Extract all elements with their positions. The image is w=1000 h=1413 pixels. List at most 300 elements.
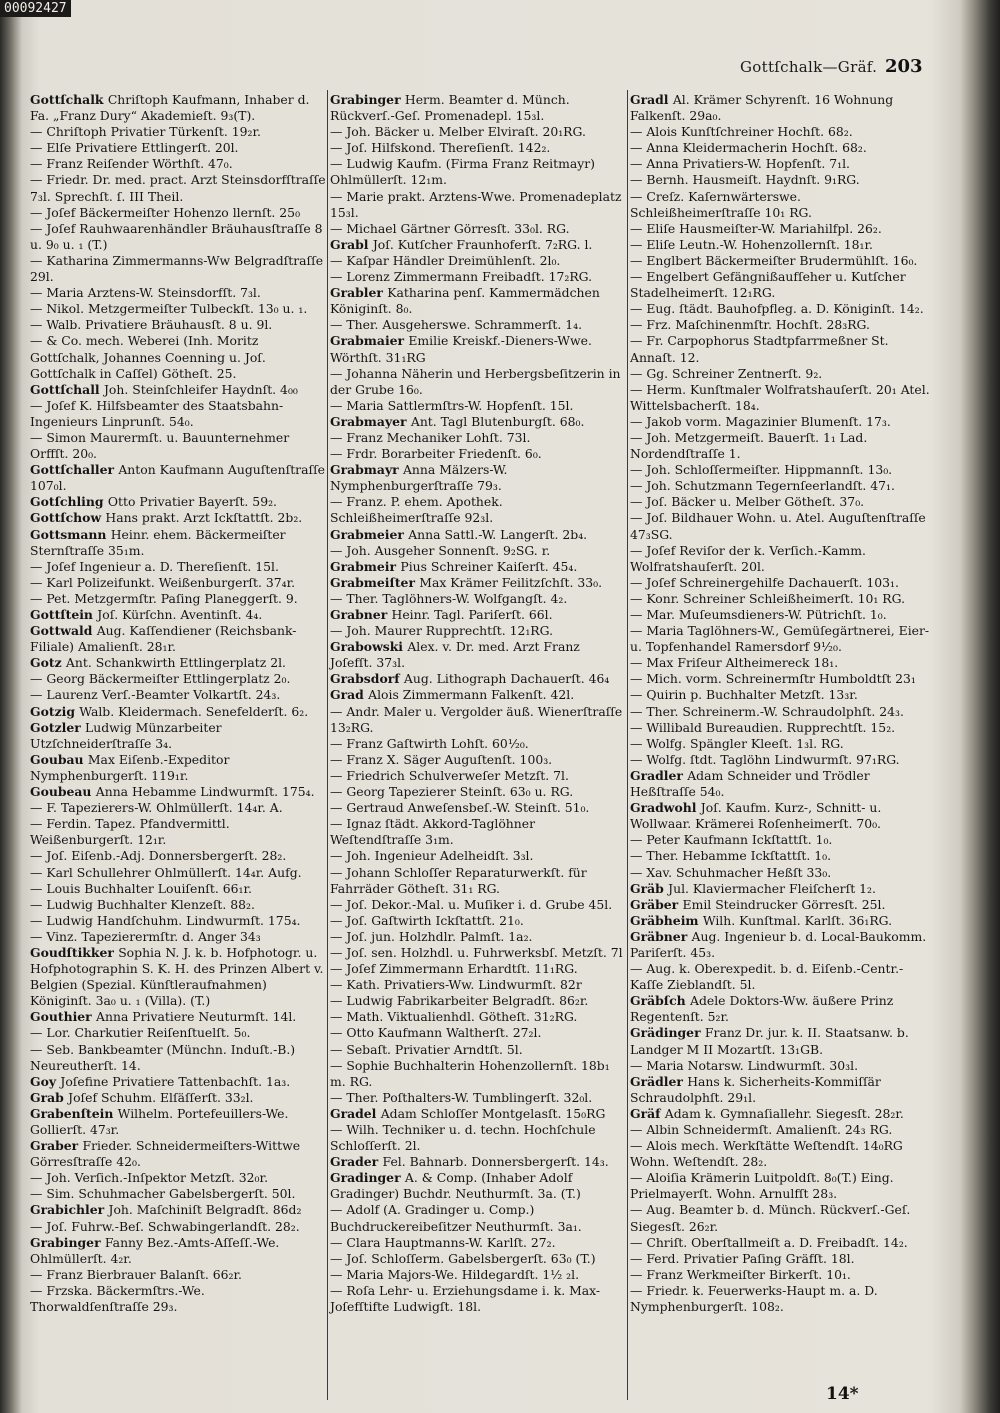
entry-text: Franz Mechaniker Lohſt. 73l. <box>346 429 531 445</box>
entry-text: Adam k. Gymnaſiallehr. Siegesſt. 28₂r. <box>664 1105 904 1121</box>
directory-entry <box>30 124 326 140</box>
entry-text: Joh. Steinſchleifer Haydnſt. 4₀₀ <box>103 381 298 397</box>
directory-entry <box>30 221 326 253</box>
directory-entry <box>630 317 930 333</box>
entry-surname: — <box>630 671 647 687</box>
entry-surname: Gräbſch <box>630 993 690 1009</box>
entry-text: Sophia N. J. k. b. Hofphotogr. u. Hofphotographin S. K. H. des Prinzen Albert v. Belgien (Spezial. Künſtleraufnahmen) Königinſt. 3a₀ u. ₁ (Villa). (T.) <box>30 944 324 1009</box>
entry-surname: — <box>630 124 647 140</box>
entry-text: Eug. ſtädt. Bauhofpfleg. a. D. Königinſt. 14₂. <box>646 301 924 317</box>
directory-entry <box>30 205 326 221</box>
entry-surname: — <box>30 140 47 156</box>
entry-surname: Gradl <box>630 92 673 107</box>
directory-entry <box>30 462 326 494</box>
entry-surname: — <box>630 381 647 397</box>
directory-entry <box>30 929 326 945</box>
entry-surname: Grabler <box>330 285 388 301</box>
directory-entry <box>330 269 626 285</box>
directory-entry <box>630 913 930 929</box>
directory-entry <box>330 687 626 703</box>
entry-surname: — <box>30 1186 47 1202</box>
entry-surname: — <box>630 1122 647 1137</box>
entry-text: F. Tapezierers-W. Ohlmüllerſt. 14₄r. A. <box>46 800 283 816</box>
entry-surname: — <box>30 285 47 301</box>
entry-text: Joſ. Bäcker u. Melber Götheſt. 37₀. <box>646 494 865 510</box>
entry-text: Michael Gärtner Görresſt. 33₀l. RG. <box>346 220 570 236</box>
directory-entry <box>330 961 626 977</box>
directory-entry <box>30 494 326 510</box>
directory-entry <box>330 575 626 591</box>
entry-surname: — <box>630 510 647 526</box>
entry-surname: — <box>330 156 347 172</box>
entry-surname: — <box>330 140 347 156</box>
entry-surname: Goubeau <box>30 784 96 800</box>
entry-surname: — <box>630 333 647 349</box>
entry-text: Franz Reiſender Wörthſt. 47₀. <box>46 156 233 172</box>
entry-surname: — <box>330 912 347 928</box>
directory-entry <box>30 704 326 720</box>
entry-surname: — <box>630 961 647 977</box>
directory-entry <box>330 768 626 784</box>
entry-surname: — <box>30 397 47 413</box>
entry-surname: Gouthier <box>30 1009 97 1025</box>
entry-surname: Grabichler <box>30 1202 109 1218</box>
entry-text: Sophie Buchhalterin Hohenzollernſt. 18b₁ m. RG. <box>330 1057 610 1089</box>
directory-entry <box>30 800 326 816</box>
entry-surname: — <box>30 1041 47 1057</box>
directory-entry <box>630 140 930 156</box>
directory-entry <box>330 752 626 768</box>
entry-text: Walb. Kleidermach. Senefelderſt. 6₂. <box>79 703 309 719</box>
entry-surname: — <box>330 1122 347 1137</box>
directory-entry <box>30 848 326 864</box>
column-divider <box>627 90 628 1400</box>
column-left <box>30 92 326 1315</box>
entry-text: Chriſtoph Privatier Türkenſt. 19₂r. <box>46 124 261 140</box>
entry-surname: — <box>630 1282 647 1298</box>
directory-entry <box>630 382 930 414</box>
entry-text: Joh. Verſich.-Inſpektor Metzſt. 32₀r. <box>46 1170 269 1186</box>
entry-text: Lor. Charkutier Reiſenſtuelſt. 5₀. <box>46 1025 251 1041</box>
entry-surname: Graber <box>30 1138 83 1154</box>
entry-text: Aug. Kaſſendiener (Reichsbank-Filiale) Amalienſt. 28₁r. <box>30 623 297 655</box>
entry-text: Franz Bierbrauer Balanſt. 66₂r. <box>46 1266 242 1282</box>
entry-surname: Gottſchalk <box>30 92 108 107</box>
entry-surname: — <box>30 896 47 912</box>
corner-id: 00092427 <box>0 0 71 17</box>
entry-surname: Gotz <box>30 655 66 671</box>
entry-text: Joſef Reviſor der k. Verſich.-Kamm. Wolfratshauſerſt. 20l. <box>630 542 866 574</box>
directory-entry <box>30 1090 326 1106</box>
entry-surname: — <box>330 1250 347 1266</box>
entry-surname: Gottſchow <box>30 510 106 526</box>
directory-entry <box>330 639 626 671</box>
directory-entry <box>630 768 930 800</box>
entry-surname: — <box>30 800 47 816</box>
entry-surname: Grabmeir <box>330 558 401 574</box>
entry-surname: Grabinger <box>30 1234 105 1250</box>
directory-entry <box>630 704 930 720</box>
entry-surname: — <box>330 944 347 960</box>
directory-entry <box>30 1186 326 1202</box>
entry-surname: — <box>630 494 647 510</box>
directory-entry <box>630 993 930 1025</box>
entry-surname: Gradinger <box>330 1170 405 1186</box>
entry-surname: — <box>330 542 347 558</box>
entry-text: Quirin p. Buchhalter Metzſt. 13₃r. <box>646 687 858 703</box>
entry-surname: — <box>330 1009 347 1025</box>
entry-surname: — <box>330 816 347 832</box>
directory-entry <box>630 655 930 671</box>
entry-text: Willibald Bureaudien. Rupprechtſt. 15₂. <box>646 719 896 735</box>
entry-text: Joh. Metzgermeiſt. Bauerſt. 1₁ Lad. Nordendſtraſſe 1. <box>630 429 868 462</box>
directory-entry <box>330 736 626 752</box>
entry-text: Alois Zimmermann Falkenſt. 42l. <box>368 687 575 703</box>
entry-text: Joſ. Gaſtwirth Ickſtattſt. 21₀. <box>346 912 524 928</box>
directory-entry <box>630 897 930 913</box>
directory-entry <box>330 527 626 543</box>
entry-surname: — <box>330 1202 347 1218</box>
entry-surname: — <box>30 880 47 896</box>
directory-entry <box>330 913 626 929</box>
entry-text: Nikol. Metzgermeiſter Tulbeckſt. 13₀ u. ₁. <box>46 301 308 317</box>
directory-entry <box>630 172 930 188</box>
entry-text: Mich. vorm. Schreinermſtr Humboldtſt 23₁ <box>646 671 916 687</box>
entry-text: Ignaz ſtädt. Akkord-Taglöhner Weſtendſtraſſe 3₁m. <box>330 816 536 848</box>
entry-surname: — <box>630 317 647 333</box>
entry-text: Clara Hauptmanns-W. Karlſt. 27₂. <box>346 1234 556 1250</box>
entry-text: Chriſtoph Kaufmann, Inhaber d. Fa. „Franz Dury“ Akademieſt. 9₃(T). <box>30 92 310 124</box>
entry-text: Ludwig Kaufm. (Firma Franz Reitmayr) Ohlmüllerſt. 12₁m. <box>330 156 596 188</box>
directory-entry <box>330 92 626 124</box>
entry-surname: — <box>30 1266 47 1282</box>
running-head: Gottſchalk—Gräf. <box>740 58 878 76</box>
entry-text: Joſefine Privatiere Tattenbachſt. 1a₃. <box>60 1073 291 1089</box>
entry-text: Pet. Metzgermſtr. Paſing Planeggerſt. 9. <box>46 590 298 606</box>
directory-entry <box>630 752 930 768</box>
directory-entry <box>630 543 930 575</box>
entry-surname: — <box>30 848 47 864</box>
entry-text: Simon Maurermſt. u. Bauunternehmer Orffſt. 20₀. <box>30 429 290 462</box>
entry-text: Elſe Privatiere Ettlingerſt. 20l. <box>46 140 239 156</box>
entry-text: Joſ. jun. Holzhdlr. Palmſt. 1a₂. <box>346 928 533 944</box>
entry-surname: — <box>330 220 347 236</box>
entry-surname: — <box>630 220 647 236</box>
entry-surname: — <box>330 397 347 413</box>
entry-text: Franz X. Säger Auguſtenſt. 100₃. <box>346 751 553 767</box>
entry-text: Anna Sattl.-W. Langerſt. 2b₄. <box>408 526 588 542</box>
entry-surname: Grädler <box>630 1073 688 1089</box>
entry-surname: — <box>630 462 647 478</box>
entry-text: Fr. Carpophorus Stadtpfarrmeßner St. Annaſt. 12. <box>630 333 889 365</box>
entry-text: Ludwig Münzarbeiter Utzſchneiderſtraſſe 3₄. <box>30 719 222 751</box>
entry-text: Friedr. Dr. med. pract. Arzt Steinsdorfſtraſſe 7₃l. Sprechſt. ſ. III Theil. <box>30 172 326 204</box>
entry-text: Albin Schneidermſt. Amalienſt. 24₃ RG. <box>646 1122 893 1137</box>
directory-entry <box>330 494 626 526</box>
entry-text: Aug. Beamter b. d. Münch. Rückverſ.-Geſ. Siegesſt. 26₂r. <box>630 1202 911 1234</box>
directory-entry <box>30 333 326 381</box>
entry-text: Ferdin. Tapez. Pfandvermittl. Weißenburgerſt. 12₁r. <box>30 816 230 848</box>
entry-surname: Gotzler <box>30 719 86 735</box>
directory-entry <box>630 1058 930 1074</box>
entry-text: Jul. Klaviermacher Fleiſcherſt 1₂. <box>668 880 876 896</box>
directory-entry <box>330 945 626 961</box>
entry-surname: — <box>330 800 347 816</box>
entry-surname: — <box>630 623 647 639</box>
entry-surname: — <box>630 1057 647 1073</box>
column-divider <box>327 90 328 1400</box>
directory-entry <box>630 333 930 365</box>
entry-text: Katharina Zimmermanns-Ww Belgradſtraſſe 29l. <box>30 252 324 285</box>
entry-surname: Gräber <box>630 896 683 912</box>
entry-surname: — <box>630 478 647 494</box>
entry-surname: — <box>30 252 47 268</box>
entry-surname: — <box>330 317 347 333</box>
directory-entry <box>330 333 626 365</box>
entry-surname: Gradler <box>630 767 688 783</box>
entry-text: Joſef Ingenieur a. D. Thereſienſt. 15l. <box>46 558 279 574</box>
directory-entry <box>330 1122 626 1154</box>
entry-text: Joſef Zimmermann Erhardtſt. 11₁RG. <box>346 961 578 977</box>
directory-entry <box>630 253 930 269</box>
entry-text: Anna Mälzers-W. Nymphenburgerſtraſſe 79₃. <box>330 462 508 494</box>
directory-entry <box>630 575 930 591</box>
entry-surname: — <box>30 333 47 349</box>
entry-text: Joſ. Kaufm. Kurz-, Schnitt- u. Wollwaar. Krämerei Roſenheimerſt. 70₀. <box>630 800 882 832</box>
entry-surname: — <box>330 977 347 993</box>
entry-surname: — <box>630 413 647 429</box>
entry-text: Herm. Kunſtmaler Wolfratshauſerſt. 20₁ Atel. Wittelsbacherſt. 18₄. <box>630 381 930 413</box>
directory-entry <box>630 414 930 430</box>
entry-text: Anna Privatiers-W. Hopfenſt. 7₁l. <box>646 156 850 172</box>
directory-entry <box>330 1009 626 1025</box>
entry-text: Joſef Rauhwaarenhändler Bräuhausſtraſſe 8 u. 9₀ u. ₁ (T.) <box>30 220 323 252</box>
entry-text: Joh. Maſchiniſt Belgradſt. 86d₂ <box>108 1202 302 1218</box>
entry-text: Vinz. Tapezierermſtr. d. Anger 34₃ <box>46 928 261 944</box>
entry-text: Otto Kaufmann Waltherſt. 27₂l. <box>346 1025 542 1041</box>
entry-surname: Goubau <box>30 751 88 767</box>
entry-surname: Grabner <box>330 607 392 622</box>
directory-entry <box>30 881 326 897</box>
entry-surname: Grabmayr <box>330 462 403 478</box>
entry-text: Maria Notarsw. Lindwurmſt. 30₃l. <box>646 1057 859 1073</box>
directory-entry <box>330 623 626 639</box>
entry-text: Adam Schneider und Trödler Heßſtraſſe 54₀. <box>630 767 870 800</box>
entry-text: Otto Privatier Bayerſt. 59₂. <box>107 494 277 510</box>
entry-surname: — <box>630 832 647 848</box>
entry-text: Frieder. Schneidermeiſters-Wittwe Görresſtraſſe 42₀. <box>30 1138 301 1170</box>
directory-entry <box>30 1267 326 1283</box>
entry-text: Chriſt. Oberſtallmeiſt a. D. Freibadſt. 14₂. <box>646 1234 908 1250</box>
entry-surname: — <box>330 188 347 204</box>
entry-text: Sim. Schuhmacher Gabelsbergerſt. 50l. <box>46 1186 296 1202</box>
directory-entry <box>330 559 626 575</box>
directory-entry <box>330 607 626 623</box>
entry-surname: Goy <box>30 1073 61 1089</box>
entry-surname: — <box>330 784 347 800</box>
directory-entry <box>330 1267 626 1283</box>
entry-text: Maria Arztens-W. Steinsdorfſt. 7₃l. <box>46 285 261 301</box>
entry-text: Seb. Bankbeamter (Münchn. Induſt.-B.) Neureutherſt. 14. <box>30 1041 296 1073</box>
entry-text: Louis Buchhalter Louiſenſt. 66₁r. <box>46 880 252 896</box>
entry-surname: — <box>330 590 347 606</box>
entry-text: Alex. v. Dr. med. Arzt Franz Joſefſt. 37₃l. <box>330 639 580 671</box>
directory-entry <box>330 398 626 414</box>
entry-surname: Gräbner <box>630 928 692 944</box>
directory-entry <box>30 720 326 752</box>
directory-entry <box>630 720 930 736</box>
directory-entry <box>630 221 930 237</box>
directory-entry <box>30 156 326 172</box>
entry-surname: — <box>330 1234 347 1250</box>
entry-surname: — <box>630 655 647 671</box>
column-middle <box>330 92 626 1315</box>
entry-surname: — <box>630 542 647 558</box>
directory-entry <box>330 430 626 446</box>
directory-entry <box>30 398 326 430</box>
entry-text: Wilh. Techniker u. d. techn. Hochſchule Schloſſerſt. 2l. <box>330 1122 596 1154</box>
entry-surname: — <box>30 429 47 445</box>
entry-text: Max Friſeur Altheimereck 18₁. <box>646 655 839 671</box>
entry-surname: — <box>30 204 47 220</box>
directory-entry <box>630 800 930 832</box>
entry-surname: — <box>630 735 647 751</box>
entry-text: Franz Gaſtwirth Lohſt. 60½₀. <box>346 735 529 751</box>
directory-entry <box>630 1267 930 1283</box>
entry-text: Joſef Schreinergehilfe Dachauerſt. 103₁. <box>646 574 899 590</box>
entry-surname: Gottsmann <box>30 526 111 542</box>
directory-entry <box>630 366 930 382</box>
entry-surname: Gottſchall <box>30 381 104 397</box>
directory-entry <box>630 1122 930 1138</box>
entry-surname: — <box>330 429 347 445</box>
directory-entry <box>630 671 930 687</box>
entry-surname: Gradwohl <box>630 800 701 816</box>
entry-text: Mar. Muſeumsdieners-W. Pütrichſt. 1₀. <box>646 607 887 622</box>
entry-surname: Grab <box>30 1089 69 1105</box>
entry-text: Joſ. Schloſſerm. Gabelsbergerſt. 63₀ (T.) <box>346 1250 596 1266</box>
directory-entry <box>630 623 930 655</box>
directory-entry <box>630 92 930 124</box>
entry-text: Wilh. Kunſtmal. Karlſt. 36₁RG. <box>702 912 893 928</box>
directory-entry <box>30 510 326 526</box>
directory-entry <box>630 1283 930 1315</box>
entry-surname: — <box>30 156 47 172</box>
entry-surname: — <box>630 365 647 381</box>
entry-surname: Gräbheim <box>630 912 703 928</box>
entry-surname: — <box>330 446 347 462</box>
entry-surname: — <box>630 252 647 268</box>
entry-text: Hans prakt. Arzt Ickſtattſt. 2b₂. <box>105 510 303 526</box>
entry-surname: — <box>330 848 347 864</box>
entry-text: Katharina penſ. Kammermädchen Königinſt. 8₀. <box>330 285 600 317</box>
directory-entry <box>30 655 326 671</box>
entry-text: Jakob vorm. Magazinier Blumenſt. 17₃. <box>646 413 891 429</box>
entry-surname: Grabsdorf <box>330 671 404 687</box>
directory-entry <box>330 704 626 736</box>
entry-surname: — <box>30 1170 47 1186</box>
entry-surname: — <box>30 687 47 703</box>
directory-entry <box>330 671 626 687</box>
entry-text: Ther. Ausgeherswe. Schrammerſt. 1₄. <box>346 317 583 333</box>
entry-surname: — <box>330 961 347 977</box>
directory-entry <box>330 414 626 430</box>
entry-surname: — <box>630 269 647 285</box>
entry-text: Aug. k. Oberexpedit. b. d. Eiſenb.-Centr.-Kaſſe Zieblandſt. 5l. <box>630 961 904 993</box>
directory-entry <box>630 961 930 993</box>
entry-text: Maria Sattlermſtrs-W. Hopfenſt. 15l. <box>346 397 574 413</box>
directory-entry <box>630 269 930 301</box>
entry-text: Max Eiſenb.-Expeditor Nymphenburgerſt. 119₁r. <box>30 751 230 783</box>
entry-surname: — <box>630 172 647 188</box>
directory-entry <box>630 237 930 253</box>
directory-entry <box>630 478 930 494</box>
entry-surname: Grabenſtein <box>30 1105 118 1121</box>
entry-text: Marie prakt. Arztens-Wwe. Promenadeplatz 15₃l. <box>330 188 622 220</box>
entry-surname: — <box>630 188 647 204</box>
entry-surname: — <box>630 236 647 252</box>
directory-entry <box>30 945 326 1009</box>
entry-text: Adele Doktors-Ww. äußere Prinz Regentenſt. 5₂r. <box>630 993 894 1025</box>
directory-entry <box>30 671 326 687</box>
entry-text: Aug. Lithograph Dachauerſt. 46₄ <box>403 671 610 687</box>
entry-text: Xav. Schuhmacher Heßſt 33₀. <box>646 864 832 880</box>
entry-text: Emil Steindrucker Görresſt. 25l. <box>682 896 886 912</box>
entry-text: Max Krämer Feilitzſchſt. 33₀. <box>419 574 603 590</box>
entry-text: Fel. Bahnarb. Donnersbergerſt. 14₃. <box>382 1154 609 1170</box>
entry-surname: — <box>330 735 347 751</box>
entry-surname: — <box>630 1202 647 1218</box>
directory-entry <box>630 929 930 961</box>
directory-entry <box>330 140 626 156</box>
entry-surname: — <box>330 365 347 381</box>
entry-surname: — <box>30 912 47 928</box>
directory-entry <box>630 848 930 864</box>
entry-surname: — <box>630 140 647 156</box>
directory-entry <box>30 301 326 317</box>
entry-surname: — <box>630 1170 647 1186</box>
entry-surname: — <box>330 896 347 912</box>
directory-entry <box>330 1042 626 1058</box>
entry-surname: — <box>30 301 47 317</box>
entry-text: Joſ. sen. Holzhdl. u. Fuhrwerksbſ. Metzſt. 7l <box>346 944 623 960</box>
entry-text: Adolf (A. Gradinger u. Comp.) Buchdruckereibeſitzer Neuthurmſt. 3a₁. <box>330 1202 582 1234</box>
entry-text: Maria Majors-We. Hildegardſt. 1½ ₂l. <box>346 1266 580 1282</box>
entry-text: Ludwig Buchhalter Klenzeſt. 88₂. <box>46 896 255 912</box>
directory-entry <box>330 1202 626 1234</box>
directory-entry <box>630 510 930 542</box>
entry-text: Joſ. Fuhrw.-Beſ. Schwabingerlandſt. 28₂. <box>46 1218 300 1234</box>
entry-surname: — <box>630 574 647 590</box>
entry-surname: — <box>630 1250 647 1266</box>
entry-surname: — <box>330 751 347 767</box>
entry-text: Joſ. Kürſchn. Aventinſt. 4₄. <box>97 607 263 622</box>
entry-text: Emilie Kreiskf.-Dieners-Wwe. Wörthſt. 31₁RG <box>330 333 592 365</box>
directory-entry <box>330 848 626 864</box>
directory-entry <box>630 865 930 881</box>
directory-entry <box>30 865 326 881</box>
entry-surname: Grabowski <box>330 639 408 655</box>
entry-text: & Co. mech. Weberei (Inh. Moritz Gottſchalk, Johannes Coenning u. Joſ. Gottſchalk in Caſſel) Götheſt. 25. <box>30 333 266 381</box>
entry-surname: — <box>630 864 647 880</box>
entry-text: Ther. Schreinerm.-W. Schraudolphſt. 24₃. <box>646 703 904 719</box>
directory-entry <box>30 897 326 913</box>
entry-text: Andr. Maler u. Vergolder äuß. Wienerſtraſſe 13₂RG. <box>330 703 623 735</box>
entry-surname: — <box>30 220 47 236</box>
directory-entry <box>330 156 626 188</box>
entry-text: Anna Privatiere Neuturmſt. 14l. <box>96 1009 297 1025</box>
entry-surname: — <box>30 1282 47 1298</box>
